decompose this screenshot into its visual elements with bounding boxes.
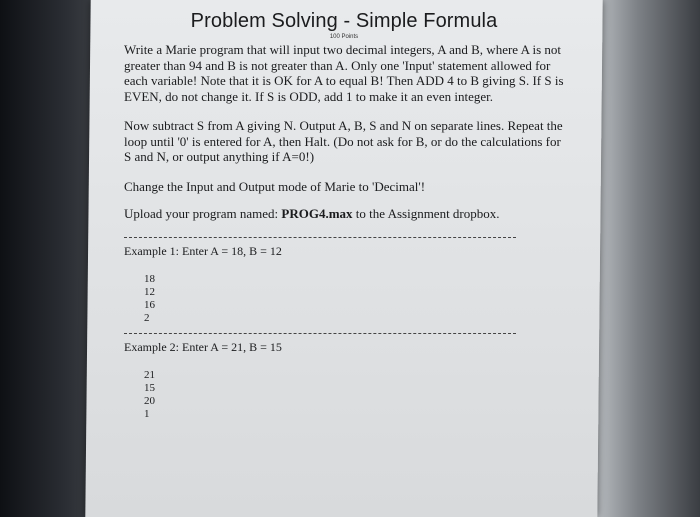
upload-prefix: Upload your program named: (124, 206, 279, 221)
output-line: 12 (144, 285, 155, 298)
output-line: 21 (144, 368, 155, 381)
background-left (0, 0, 92, 517)
paragraph-loop: Now subtract S from A giving N. Output A, B, S and N on separate lines. Repeat the loop until '0' is entered for A, then Halt. (Do not ask for B, or do the calculations for S and N, or output anything if A=0!) (124, 118, 563, 164)
example-2-outputs (144, 369, 564, 421)
output-line: 16 (144, 298, 155, 311)
divider (124, 333, 516, 334)
example-2-title: Example 2: Enter A = 21, B = 15 (124, 339, 282, 354)
output-line: 2 (144, 311, 150, 324)
paragraph-instructions: Write a Marie program that will input two decimal integers, A and B, where A is not greater than 94 and B is not greater than A. Only one 'Input' statement allowed for each variable! Note that it is OK for A to equal B! Then ADD 4 to B giving S. If S is EVEN, do not change it. If S is ODD, add 1 to make it an even integer. (124, 42, 564, 104)
background-right (596, 0, 700, 517)
example-1-outputs (144, 273, 564, 325)
document-content (124, 6, 564, 421)
paragraph-mode: Change the Input and Output mode of Marie to 'Decimal'! (124, 178, 426, 194)
program-filename: PROG4.max (281, 206, 353, 221)
upload-suffix: to the Assignment dropbox. (355, 206, 500, 221)
output-line: 1 (144, 407, 150, 420)
divider (124, 237, 516, 238)
paragraph-upload (124, 206, 564, 222)
output-line: 15 (144, 381, 155, 394)
output-line: 20 (144, 394, 155, 407)
points-label: 100 Points (329, 34, 359, 40)
example-1-title: Example 1: Enter A = 18, B = 12 (124, 243, 282, 258)
output-line: 18 (144, 272, 155, 285)
document-title: Problem Solving - Simple Formula (190, 10, 498, 32)
